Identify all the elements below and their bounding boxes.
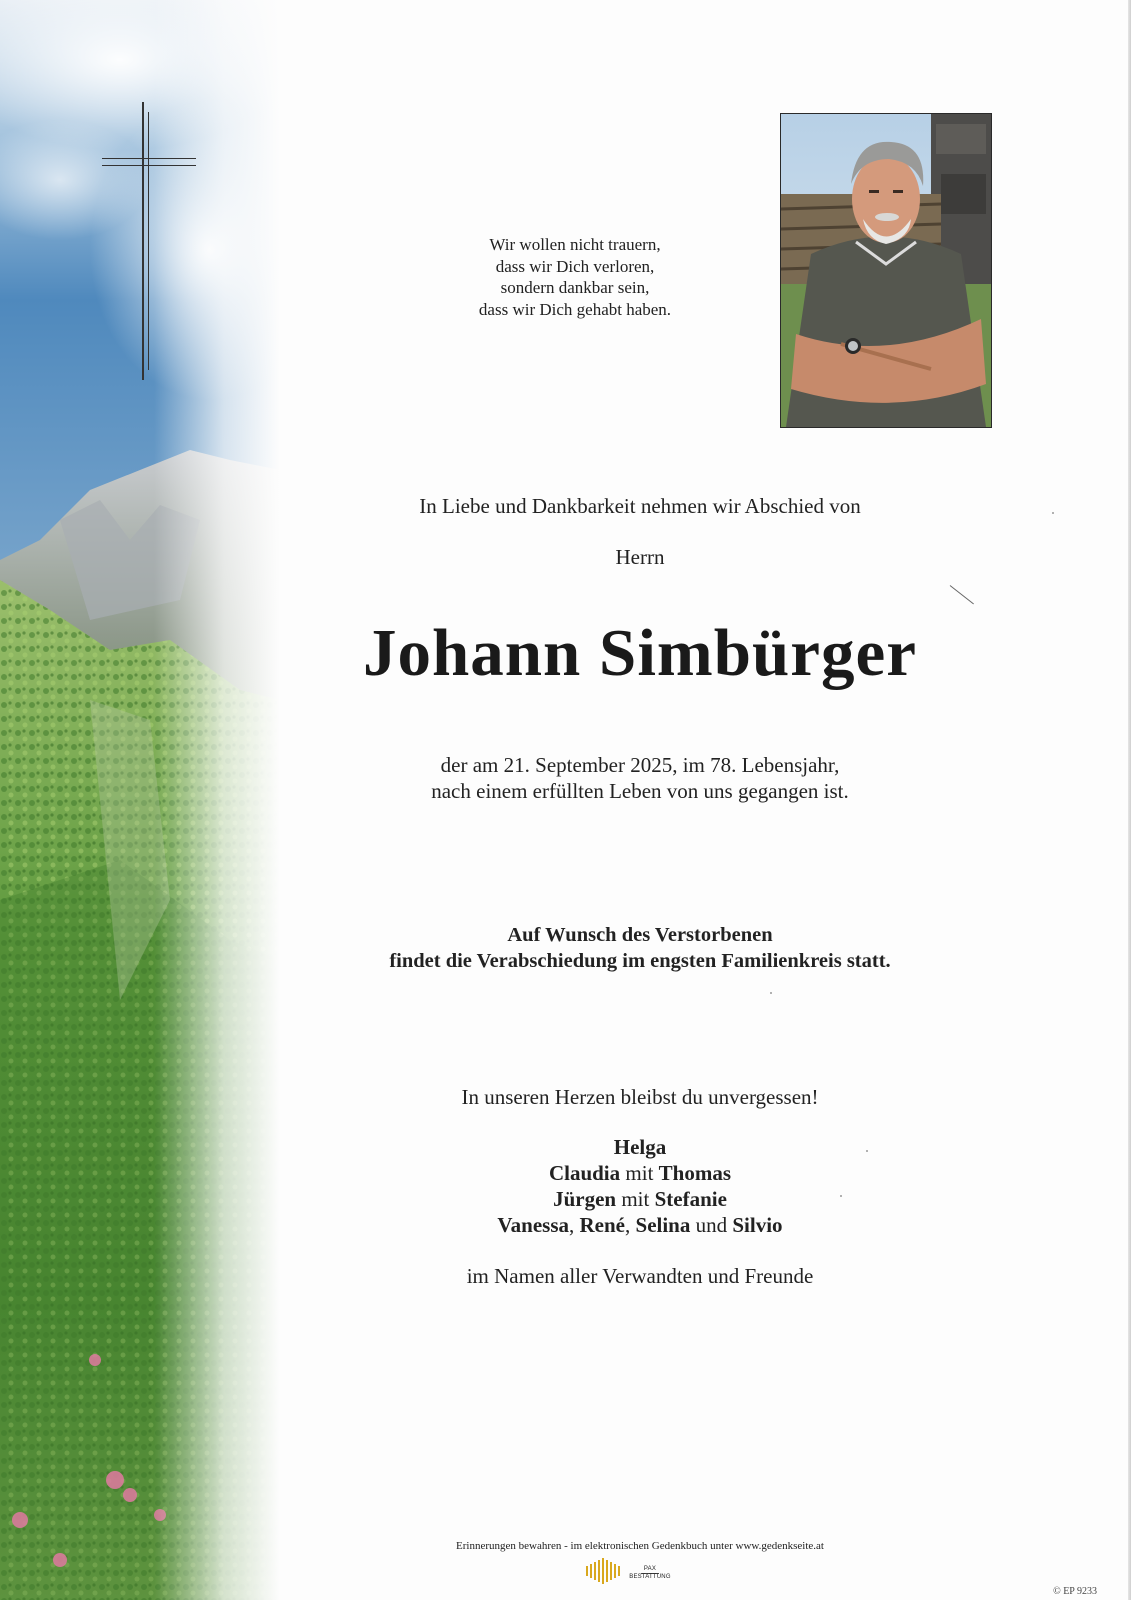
wish-notice-line: findet die Verabschiedung im engsten Familienkreis statt. [389,950,891,972]
portrait-photo [780,113,992,428]
logo-line: BESTATTUNG [629,1574,671,1580]
family-member: Selina [635,1213,691,1237]
scan-speck [1052,512,1054,514]
family-list [290,1134,990,1238]
separator: , [625,1213,631,1237]
poem-line: dass wir Dich gehabt haben. [478,299,672,319]
family-line [290,1212,990,1238]
family-member: René [579,1213,626,1237]
cross-icon [98,102,198,382]
conjunction: und [695,1213,728,1237]
pax-logo-text [625,1566,675,1581]
poem-line: Wir wollen nicht trauern, [489,235,661,254]
scan-speck [770,992,772,994]
salutation: Herrn [615,545,665,569]
footer-text: Erinnerungen bewahren - im elektronischen Gedenkbuch unter www.gedenkseite.at [456,1540,824,1552]
conjunction: mit [625,1161,654,1185]
death-notice [290,752,990,804]
closing-text: In unseren Herzen bleibst du unvergessen! [461,1085,819,1109]
wish-notice-line: Auf Wunsch des Verstorbenen [507,924,773,946]
scan-mark [950,585,974,604]
scan-speck [866,1150,868,1152]
behalf-text: im Namen aller Verwandten und Freunde [466,1264,814,1288]
portrait-graphic [781,114,991,427]
family-member: Helga [613,1135,667,1159]
memorial-poem [420,234,730,320]
family-line [290,1160,990,1186]
family-member: Silvio [732,1213,783,1237]
family-member: Claudia [548,1161,621,1185]
intro-text: In Liebe und Dankbarkeit nehmen wir Abschied von [419,494,861,518]
family-line [290,1186,990,1212]
logo-line: PAX [641,1566,659,1574]
separator: , [569,1213,575,1237]
poem-line: dass wir Dich verloren, [495,256,655,276]
death-notice-line: nach einem erfüllten Leben von uns gegangen ist. [431,779,849,803]
family-member: Jürgen [553,1187,617,1211]
conjunction: mit [621,1187,650,1211]
family-member: Thomas [658,1161,732,1185]
document-code: © EP 9233 [1053,1586,1097,1597]
deceased-name: Johann Simbürger [363,616,917,690]
family-member: Stefanie [654,1187,727,1211]
wish-notice [290,922,990,974]
poem-line: sondern dankbar sein, [500,278,650,297]
scan-speck [840,1195,842,1197]
pax-bestattung-logo [585,1558,675,1584]
death-notice-line: der am 21. September 2025, im 78. Lebensjahr, [440,753,840,777]
family-line [290,1134,990,1160]
family-member: Vanessa [497,1213,570,1237]
pax-logo-icon [585,1558,623,1584]
